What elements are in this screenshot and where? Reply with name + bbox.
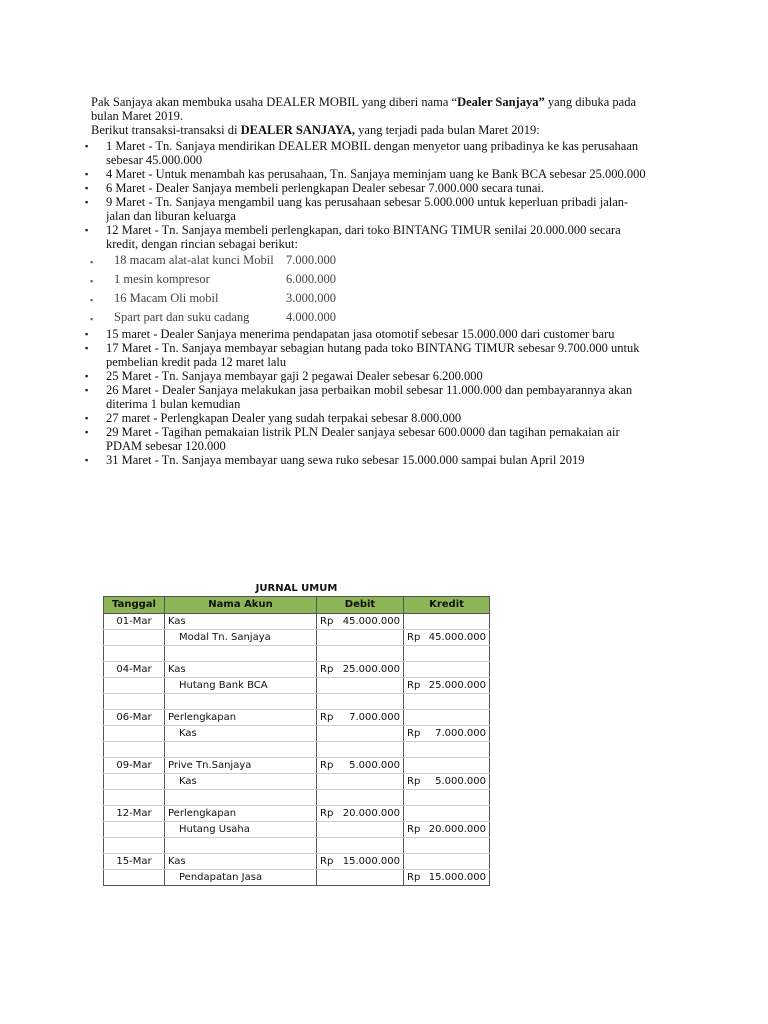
supply-detail-item: [0, 289, 768, 308]
journal-row-debit: [104, 853, 490, 869]
credit-cell: [404, 757, 490, 773]
transaction-item: [0, 223, 768, 251]
transaction-item: [0, 167, 768, 181]
debit-cell: [317, 661, 404, 677]
account-cell: Modal Tn. Sanjaya: [165, 629, 317, 645]
currency-label: Rp: [320, 807, 334, 819]
amount-value: 20.000.000: [342, 807, 400, 819]
bullet-mark: ▪: [90, 314, 94, 324]
intro-line-1: [91, 95, 691, 109]
date-cell: [104, 741, 165, 757]
supply-name: 1 mesin kompresor: [114, 272, 210, 286]
money-value: [320, 664, 400, 675]
journal-row-credit: [104, 869, 490, 885]
amount-value: 15.000.000: [428, 871, 486, 883]
money-value: [407, 632, 486, 643]
dealer-name-caps-bold: DEALER SANJAYA,: [240, 123, 356, 137]
debit-cell: [317, 789, 404, 805]
date-cell: [104, 773, 165, 789]
money-value: [320, 616, 400, 627]
amount-value: 25.000.000: [428, 679, 486, 691]
money-value: [320, 760, 400, 771]
transaction-item: [0, 453, 768, 467]
bullet-mark: ▪: [85, 183, 89, 193]
journal-row-debit: [104, 661, 490, 677]
money-value: [407, 680, 486, 691]
supply-amount: 7.000.000: [286, 253, 336, 267]
amount-value: 15.000.000: [342, 855, 400, 867]
amount-value: 5.000.000: [435, 775, 486, 787]
transaction-text: 4 Maret - Untuk menambah kas perusahaan, Tn. Sanjaya meminjam uang ke Bank BCA sebesar 25.000.000: [106, 167, 646, 181]
currency-label: Rp: [407, 823, 421, 835]
credit-cell: [404, 613, 490, 629]
account-cell: Kas: [165, 661, 317, 677]
transaction-item: [0, 369, 768, 383]
credit-cell: [404, 677, 490, 693]
date-cell: [104, 821, 165, 837]
transaction-text: PDAM sebesar 120.000: [106, 439, 226, 453]
supply-amount: 4.000.000: [286, 310, 336, 324]
currency-label: Rp: [407, 679, 421, 691]
debit-cell: [317, 693, 404, 709]
bullet-mark: ▪: [85, 455, 89, 465]
transaction-text: 31 Maret - Tn. Sanjaya membayar uang sewa ruko sebesar 15.000.000 sampai bulan April 2019: [106, 453, 585, 467]
date-cell: 12-Mar: [104, 805, 165, 821]
debit-cell: [317, 853, 404, 869]
money-value: [407, 872, 486, 883]
bullet-mark: ▪: [85, 385, 89, 395]
transaction-item: [0, 139, 768, 167]
credit-cell: [404, 661, 490, 677]
date-cell: 15-Mar: [104, 853, 165, 869]
intro-text: yang dibuka pada: [544, 95, 637, 109]
credit-cell: [404, 773, 490, 789]
journal-body: [104, 613, 490, 885]
bullet-mark: ▪: [85, 427, 89, 437]
transaction-item: [0, 425, 768, 453]
credit-cell: [404, 837, 490, 853]
transaction-item: [0, 195, 768, 223]
debit-cell: [317, 677, 404, 693]
date-cell: 09-Mar: [104, 757, 165, 773]
journal-row-debit: [104, 805, 490, 821]
supply-name: 16 Macam Oli mobil: [114, 291, 219, 305]
transaction-item: [0, 327, 768, 341]
transaction-text: 26 Maret - Dealer Sanjaya melakukan jasa perbaikan mobil sebesar 11.000.000 dan pembayarannya akan: [106, 383, 633, 397]
credit-cell: [404, 821, 490, 837]
bullet-mark: ▪: [90, 257, 94, 267]
intro-line-2: bulan Maret 2019.: [91, 109, 183, 123]
supply-detail-item: [0, 308, 768, 327]
transaction-text: 1 Maret - Tn. Sanjaya mendirikan DEALER MOBIL dengan menyetor uang pribadinya ke kas perusahaan: [106, 139, 639, 153]
journal-row-credit: [104, 821, 490, 837]
amount-value: 45.000.000: [342, 615, 400, 627]
bullet-mark: ▪: [85, 169, 89, 179]
debit-cell: [317, 805, 404, 821]
journal-row-credit: [104, 725, 490, 741]
intro-text: Berikut transaksi-transaksi di: [91, 123, 241, 137]
date-cell: [104, 789, 165, 805]
debit-cell: [317, 869, 404, 885]
amount-value: 20.000.000: [428, 823, 486, 835]
credit-cell: [404, 805, 490, 821]
currency-label: Rp: [407, 871, 421, 883]
money-value: [320, 856, 400, 867]
transaction-text: 6 Maret - Dealer Sanjaya membeli perlengkapan Dealer sebesar 7.000.000 secara tunai.: [106, 181, 545, 195]
debit-cell: [317, 757, 404, 773]
account-cell: [165, 789, 317, 805]
date-cell: 06-Mar: [104, 709, 165, 725]
debit-cell: [317, 629, 404, 645]
date-cell: [104, 693, 165, 709]
transaction-item: [0, 181, 768, 195]
bullet-mark: ▪: [85, 343, 89, 353]
date-cell: [104, 629, 165, 645]
intro-paragraph: [91, 95, 691, 137]
transaction-text: pembelian kredit pada 12 maret lalu: [106, 355, 287, 369]
journal-row-spacer: [104, 693, 490, 709]
date-cell: [104, 837, 165, 853]
date-cell: [104, 645, 165, 661]
account-cell: [165, 741, 317, 757]
transaction-item: [0, 341, 768, 369]
account-cell: Kas: [165, 725, 317, 741]
journal-title: JURNAL UMUM: [255, 582, 338, 594]
amount-value: 45.000.000: [428, 631, 486, 643]
intro-text: Pak Sanjaya akan membuka usaha DEALER MOBIL yang diberi nama “: [91, 95, 458, 109]
bullet-mark: ▪: [85, 371, 89, 381]
transaction-item: [0, 411, 768, 425]
credit-cell: [404, 645, 490, 661]
date-cell: [104, 725, 165, 741]
supply-detail-item: [0, 251, 768, 270]
credit-cell: [404, 741, 490, 757]
bullet-mark: ▪: [85, 413, 89, 423]
column-header-debit: Debit: [317, 596, 404, 613]
transaction-text: 9 Maret - Tn. Sanjaya mengambil uang kas perusahaan sebesar 5.000.000 untuk keperluan pribadi jalan-: [106, 195, 629, 209]
credit-cell: [404, 725, 490, 741]
column-header-nama-akun: Nama Akun: [165, 596, 317, 613]
journal-row-debit: [104, 757, 490, 773]
bullet-mark: ▪: [85, 141, 89, 151]
journal-row-debit: [104, 613, 490, 629]
credit-cell: [404, 789, 490, 805]
journal-row-debit: [104, 709, 490, 725]
journal-row-credit: [104, 629, 490, 645]
currency-label: Rp: [320, 759, 334, 771]
debit-cell: [317, 709, 404, 725]
dealer-name-bold: Dealer Sanjaya”: [457, 95, 545, 109]
credit-cell: [404, 629, 490, 645]
currency-label: Rp: [407, 775, 421, 787]
transaction-text: 27 maret - Perlengkapan Dealer yang sudah terpakai sebesar 8.000.000: [106, 411, 462, 425]
bullet-mark: ▪: [85, 225, 89, 235]
credit-cell: [404, 709, 490, 725]
credit-cell: [404, 693, 490, 709]
supply-amount: 6.000.000: [286, 272, 336, 286]
amount-value: 25.000.000: [342, 663, 400, 675]
account-cell: Kas: [165, 773, 317, 789]
account-cell: Perlengkapan: [165, 709, 317, 725]
supply-name: Spart part dan suku cadang: [114, 310, 250, 324]
account-cell: Hutang Bank BCA: [165, 677, 317, 693]
currency-label: Rp: [320, 615, 334, 627]
amount-value: 5.000.000: [349, 759, 400, 771]
account-cell: Kas: [165, 853, 317, 869]
column-header-kredit: Kredit: [404, 596, 490, 613]
currency-label: Rp: [407, 631, 421, 643]
money-value: [407, 824, 486, 835]
account-cell: Pendapatan Jasa: [165, 869, 317, 885]
amount-value: 7.000.000: [349, 711, 400, 723]
transaction-item: [0, 383, 768, 411]
transaction-text: kredit, dengan rincian sebagai berikut:: [106, 237, 298, 251]
supply-detail-item: [0, 270, 768, 289]
journal-row-spacer: [104, 645, 490, 661]
transaction-text: diterima 1 bulan kemudian: [106, 397, 241, 411]
date-cell: 01-Mar: [104, 613, 165, 629]
debit-cell: [317, 741, 404, 757]
date-cell: 04-Mar: [104, 661, 165, 677]
transaction-text: jalan dan liburan keluarga: [106, 209, 236, 223]
amount-value: 7.000.000: [435, 727, 486, 739]
intro-line-3: [91, 123, 691, 137]
debit-cell: [317, 613, 404, 629]
journal-row-credit: [104, 773, 490, 789]
transaction-text: 17 Maret - Tn. Sanjaya membayar sebagian hutang pada toko BINTANG TIMUR sebesar 9.700.000 untuk: [106, 341, 640, 355]
transaction-list: [0, 139, 768, 467]
currency-label: Rp: [320, 711, 334, 723]
journal-row-spacer: [104, 789, 490, 805]
account-cell: Perlengkapan: [165, 805, 317, 821]
money-value: [320, 712, 400, 723]
bullet-mark: ▪: [90, 295, 94, 305]
bullet-mark: ▪: [85, 197, 89, 207]
transaction-text: 25 Maret - Tn. Sanjaya membayar gaji 2 pegawai Dealer sebesar 6.200.000: [106, 369, 483, 383]
bullet-mark: ▪: [85, 329, 89, 339]
bullet-mark: ▪: [90, 276, 94, 286]
debit-cell: [317, 773, 404, 789]
supply-amount: 3.000.000: [286, 291, 336, 305]
journal-row-spacer: [104, 837, 490, 853]
journal-row-credit: [104, 677, 490, 693]
journal-table: [103, 581, 490, 886]
transaction-text: sebesar 45.000.000: [106, 153, 203, 167]
account-cell: [165, 645, 317, 661]
journal-row-spacer: [104, 741, 490, 757]
column-header-tanggal: Tanggal: [104, 596, 165, 613]
credit-cell: [404, 853, 490, 869]
debit-cell: [317, 821, 404, 837]
date-cell: [104, 869, 165, 885]
date-cell: [104, 677, 165, 693]
currency-label: Rp: [320, 663, 334, 675]
account-cell: Prive Tn.Sanjaya: [165, 757, 317, 773]
debit-cell: [317, 725, 404, 741]
credit-cell: [404, 869, 490, 885]
debit-cell: [317, 837, 404, 853]
account-cell: [165, 837, 317, 853]
debit-cell: [317, 645, 404, 661]
currency-label: Rp: [407, 727, 421, 739]
currency-label: Rp: [320, 855, 334, 867]
account-cell: Hutang Usaha: [165, 821, 317, 837]
transaction-text: 12 Maret - Tn. Sanjaya membeli perlengkapan, dari toko BINTANG TIMUR senilai 20.000.000 secara: [106, 223, 621, 237]
transaction-text: 29 Maret - Tagihan pemakaian listrik PLN Dealer sanjaya sebesar 600.0000 dan tagihan pemakaian air: [106, 425, 620, 439]
money-value: [407, 776, 486, 787]
account-cell: [165, 693, 317, 709]
money-value: [407, 728, 486, 739]
money-value: [320, 808, 400, 819]
supply-name: 18 macam alat-alat kunci Mobil: [114, 253, 274, 267]
intro-text: yang terjadi pada bulan Maret 2019:: [355, 123, 540, 137]
account-cell: Kas: [165, 613, 317, 629]
transaction-text: 15 maret - Dealer Sanjaya menerima pendapatan jasa otomotif sebesar 15.000.000 dari customer baru: [106, 327, 615, 341]
